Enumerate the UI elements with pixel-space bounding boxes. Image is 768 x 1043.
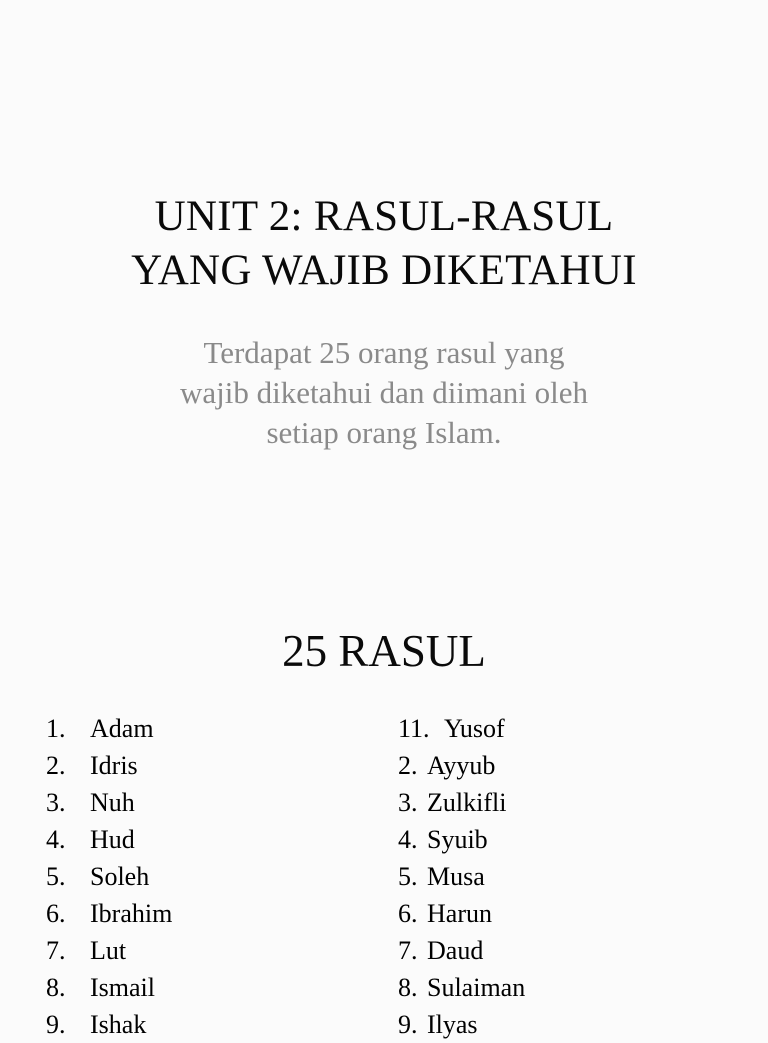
item-number: 3. [46,788,66,817]
slide-title-line-1: UNIT 2: RASUL-RASUL [154,193,614,240]
item-number: 2. [46,751,66,780]
item-name: Syuib [427,825,488,854]
rasul-list-right [398,710,525,1043]
item-name: Nuh [90,788,135,817]
item-number: 6. [46,899,66,928]
list-item [46,858,172,895]
list-item [398,710,525,747]
list-item [46,932,172,969]
item-name: Sulaiman [427,973,526,1002]
item-name: Idris [90,751,138,780]
item-name: Ishak [90,1010,147,1039]
item-name: Soleh [90,862,150,891]
slide-subtitle [0,333,768,453]
item-name: Daud [427,936,484,965]
item-name: Harun [427,899,492,928]
item-number: 4. [46,825,66,854]
list-item [46,1006,172,1043]
slide-subtitle-line-3: setiap orang Islam. [266,415,502,450]
item-number: 8. [46,973,66,1002]
item-name: Ibrahim [90,899,173,928]
list-item [398,747,525,784]
item-number: 9. [46,1010,66,1039]
list-item [46,821,172,858]
slide-subtitle-line-2: wajib diketahui dan diimani oleh [179,375,589,410]
list-item [398,1006,525,1043]
slide-subtitle-line-1: Terdapat 25 orang rasul yang [203,335,565,370]
item-name: Ayyub [427,751,496,780]
item-name: Musa [427,862,485,891]
item-number: 4. [398,825,418,854]
slide-title [0,190,768,298]
item-name: Lut [90,936,127,965]
list-item [398,858,525,895]
item-number: 2. [398,751,418,780]
item-number: 8. [398,973,418,1002]
list-slide-title: 25 RASUL [282,626,486,676]
item-name: Zulkifli [427,788,507,817]
item-number: 7. [398,936,418,965]
item-number: 6. [398,899,418,928]
item-name: Adam [90,714,154,743]
list-item [46,969,172,1006]
list-item [398,821,525,858]
list-item [46,747,172,784]
slide-title-line-2: YANG WAJIB DIKETAHUI [131,247,637,294]
item-name: Ilyas [427,1010,478,1039]
list-item [46,710,172,747]
item-name: Hud [90,825,135,854]
item-number: 3. [398,788,418,817]
list-item [398,969,525,1006]
rasul-list-left [46,710,172,1043]
item-number: 5. [398,862,418,891]
item-number: 11. [398,714,430,743]
item-number: 7. [46,936,66,965]
list-item [398,784,525,821]
item-number: 5. [46,862,66,891]
list-item [46,784,172,821]
item-number: 9. [398,1010,418,1039]
list-item [46,895,172,932]
list-item [398,895,525,932]
list-item [398,932,525,969]
item-name: Yusof [444,714,505,743]
item-name: Ismail [90,973,155,1002]
item-number: 1. [46,714,66,743]
